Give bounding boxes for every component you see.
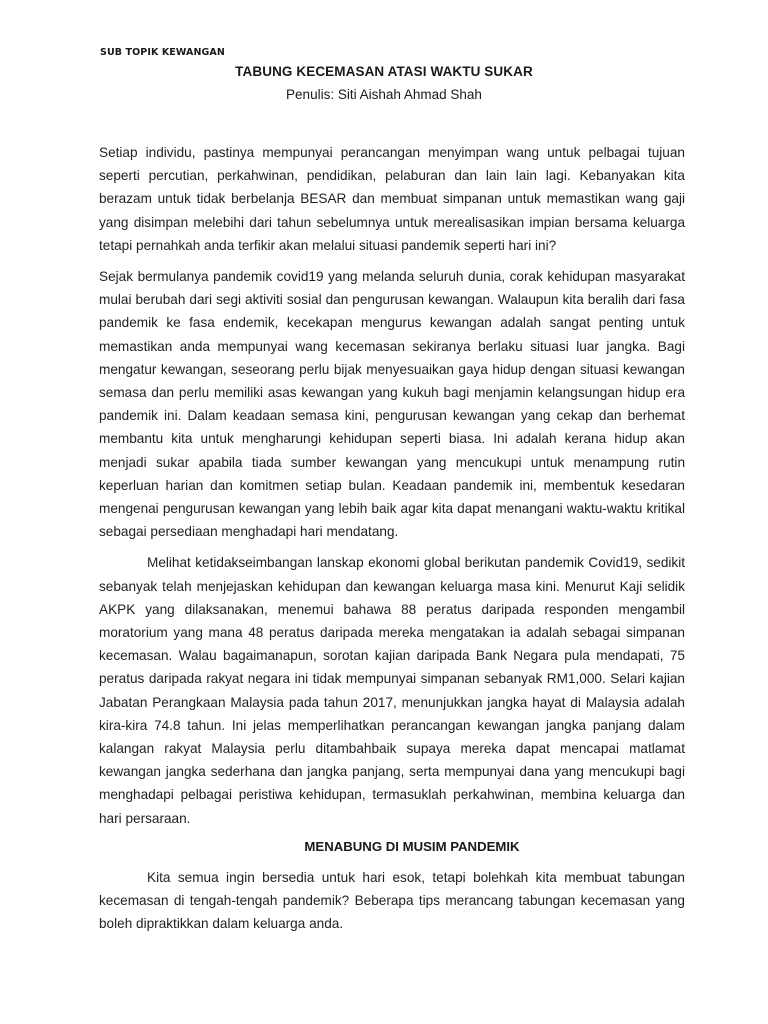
- paragraph-intro: Setiap individu, pastinya mempunyai perancangan menyimpan wang untuk pelbagai tujuan seperti percutian, perkahwinan, pendidikan, pelaburan dan lain lain lagi. Kebanyakan kita berazam untuk tidak berbelanja BESAR dan membuat simpanan untuk memastikan wang gaji yang disimpan melebihi dari tahun sebelumnya untuk merealisasikan impian bersama keluarga tetapi pernahkah anda terfikir akan melalui situasi pandemik seperti hari ini?: [99, 145, 685, 253]
- document-body: [99, 141, 685, 936]
- section-tag: SUB TOPIK KEWANGAN: [100, 47, 225, 58]
- paragraph-statistics: Melihat ketidakseimbangan lanskap ekonomi global berikutan pandemik Covid19, sedikit sebanyak telah menjejaskan kehidupan dan kewangan keluarga masa kini. Menurut Kaji selidik AKPK yang dilaksanakan, menemui bahawa 88 peratus daripada responden mengambil moratorium yang mana 48 peratus daripada mereka mengatakan ia adalah sebagai simpanan kecemasan. Walau bagaimanapun, sorotan kajian daripada Bank Negara pula mendapati, 75 peratus daripada rakyat negara ini tidak mempunyai simpanan sebanyak RM1,000. Selari kajian Jabatan Perangkaan Malaysia pada tahun 2017, menunjukkan jangka hayat di Malaysia adalah kira-kira 74.8 tahun. Ini jelas memperlihatkan perancangan kewangan jangka panjang dalam kalangan rakyat Malaysia perlu ditambahbaik supaya mereka dapat mencapai matlamat kewangan jangka sederhana dan jangka panjang, serta mempunyai dana yang mencukupi bagi menghadapi pelbagai peristiwa kehidupan, termasuklah perkahwinan, membina keluarga dan hari persaraan.: [99, 555, 685, 826]
- document-title: TABUNG KECEMASAN ATASI WAKTU SUKAR: [235, 64, 533, 79]
- author-line: Penulis: Siti Aishah Ahmad Shah: [286, 87, 482, 102]
- section-subheading: MENABUNG DI MUSIM PANDEMIK: [304, 838, 520, 854]
- paragraph-closing: Kita semua ingin bersedia untuk hari esok, tetapi bolehkah kita membuat tabungan kecemasan di tengah-tengah pandemik? Beberapa tips merancang tabungan kecemasan yang boleh dipraktikkan dalam keluarga anda.: [99, 869, 685, 932]
- paragraph-pandemic: Sejak bermulanya pandemik covid19 yang melanda seluruh dunia, corak kehidupan masyarakat mulai berubah dari segi aktiviti sosial dan pengurusan kewangan. Walaupun kita beralih dari fasa pandemik ke fasa endemik, kecekapan mengurus kewangan adalah sangat penting untuk memastikan anda mempunyai wang kecemasan sekiranya berlaku situasi luar jangka. Bagi mengatur kewangan, seseorang perlu bijak menyesuaikan gaya hidup dengan situasi kewangan semasa dan perlu memiliki asas kewangan yang kukuh bagi menjamin kelangsungan hidup era pandemik ini. Dalam keadaan semasa kini, pengurusan kewangan yang cekap dan berhemat membantu kita untuk mengharungi kehidupan seperti biasa. Ini adalah kerana hidup akan menjadi sukar apabila tiada sumber kewangan yang mencukupi untuk menampung rutin keperluan harian dan komitmen setiap bulan. Keadaan pandemik ini, membentuk kesedaran mengenai pengurusan kewangan yang lebih baik agar kita dapat menangani waktu-waktu kritikal sebagai persediaan menghadapi hari mendatang.: [99, 269, 685, 540]
